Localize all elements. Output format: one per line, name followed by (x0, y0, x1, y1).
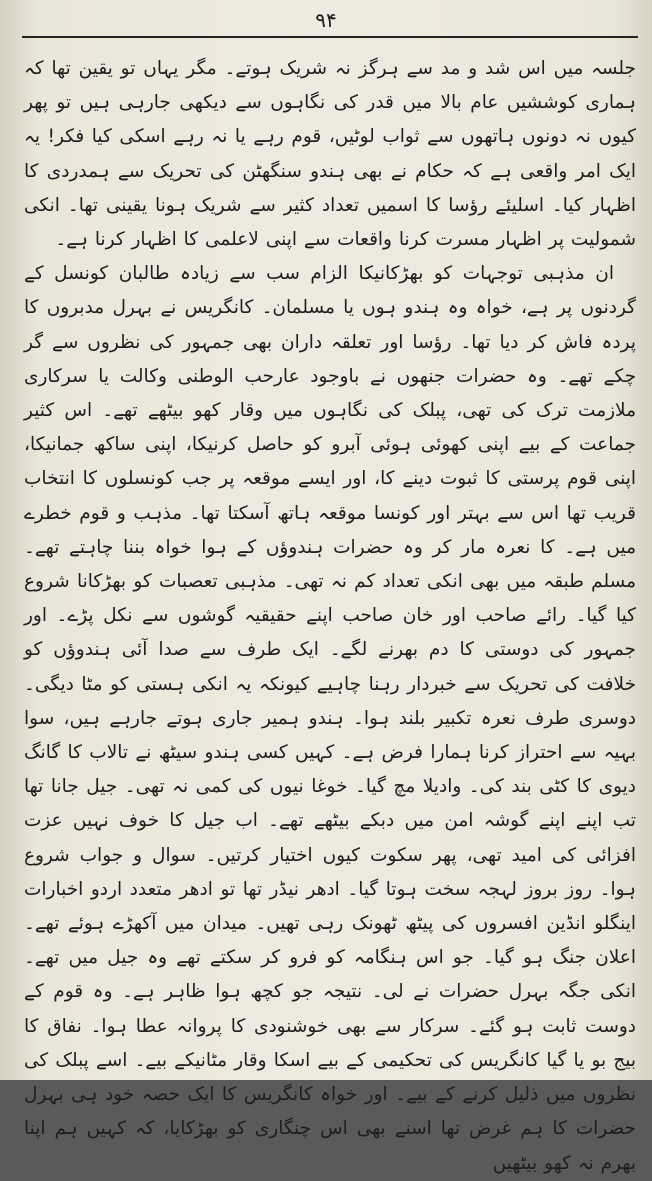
page-text (24, 52, 636, 1174)
header-rule (22, 36, 638, 38)
paragraph-1: جلسہ میں اس شد و مد سے ہرگز نہ شریک ہوتے۔ مگر یہاں تو یقین تھا کہ ہماری کوششیں عام بالا میں قدر کی نگاہوں سے دیکھی جارہی ہیں تو پھر کیوں نہ دونوں ہاتھوں سے ثواب لوٹیں، قوم رہے یا نہ رہے اسکی کیا فکر! یہ ایک امر واقعی ہے کہ حکام نے بھی ہندو سنگھٹن کی تحریک سے ہمدردی کا اظہار کیا۔ اسلیئے رؤسا کا اسمیں تعداد کثیر سے شریک ہونا یقینی تھا۔ انکی شمولیت پر اظہار مسرت کرنا واقعات سے اپنی لاعلمی کا اظہار کرنا ہے۔ (24, 58, 636, 251)
page-number: ۹۴ (315, 8, 337, 32)
paragraph-2: ان مذہبی توجہات کو بھڑکانیکا الزام سب سے زیادہ طالبان کونسل کے گردنوں پر ہے، خواہ وہ ہندو ہوں یا مسلمان۔ کانگریس نے بہرل مدبروں کا پردہ فاش کر دیا تھا۔ رؤسا اور تعلقہ داران بھی جمہور کی نظروں سے گر چکے تھے۔ وہ حضرات جنھوں نے باوجود عارحب الوطنی وکالت یا سرکاری ملازمت ترک کی تھی، پبلک کی نگاہوں میں وقار کھو بیٹھے تھے۔ اس کثیر جماعت کے بیے اپنی کھوئی ہوئی آبرو کو حاصل کرنیکا، اپنی ساکھ جمانیکا، اپنی قوم پرستی کا ثبوت دینے کا، اور ایسے موقعہ پر جب کونسلوں کا انتخاب قریب تھا اس سے بہتر اور کونسا موقعہ ہاتھ آسکتا تھا۔ مذہب و قوم خطرے میں ہے۔ کا نعرہ مار کر وہ حضرات ہندوؤں کے ہوا خواہ بننا چاہتے تھے۔ مسلم طبقہ میں بھی انکی تعداد کم نہ تھی۔ مذہبی تعصبات کو بھڑکانا شروع کیا گیا۔ رائے صاحب اور خان صاحب اپنے حقیقیہ گوشوں سے نکل پڑے۔ اور جمہور کی دوستی کا دم بھرنے لگے۔ ایک طرف سے صدا آئی ہندوؤں کو خلافت کی تحریک سے خبردار رہنا چاہیے کیونکہ یہ انکی ہستی کو مٹا دیگی۔ دوسری طرف نعرہ تکبیر بلند ہوا۔ ہندو ہمیر جاری ہوتے جارہے ہیں، سوا بہیہ سے احتراز کرنا ہمارا فرض ہے۔ کہیں کسی ہندو سیٹھ نے تالاب کا گانگ دیوی کا کٹی بند کی۔ وادیلا مچ گیا۔ خوغا نیوں کی کمی نہ تھی۔ جیل جانا تھا تب اپنے اپنے گوشہ امن میں دبکے بیٹھے تھے۔ اب جیل کا خوف نہیں عزت افزائی کی امید تھی، پھر سکوت کیوں اختیار کرتیں۔ سوال و جواب شروع ہوا۔ روز بروز لہجہ سخت ہوتا گیا۔ ادھر نیڈر تھا تو ادھر متعدد اردو اخبارات اینگلو انڈین افسروں کی پیٹھ ٹھونک رہی تھیں۔ میدان میں آکھڑے ہوئے تھے۔ اعلان جنگ ہو گیا۔ جو اس ہنگامہ کو فرو کر سکتے تھے وہ جیل میں تھے۔ انکی جگہ بہرل حضرات نے لی۔ نتیجہ جو کچھ ہوا ظاہر ہے۔ وہ قوم کے دوست ثابت ہو گئے۔ سرکار سے بھی خوشنودی کا پروانہ عطا ہوا۔ نفاق کا بیج بو یا گیا کانگریس کی تحکیمی کے بیے اسکا وقار مٹانیکے بیے۔ اسے پبلک کی نظروں میں ذلیل کرنے کے بیے۔ اور خواہ کانگریس کا ایک حصہ خود ہی بہرل حضرات کا ہم غرض تھا اسنے بھی اس چنگاری کو بھڑکایا، کہ کہیں ہم اپنا بھرم نہ کھو بیٹھیں (24, 263, 636, 1174)
